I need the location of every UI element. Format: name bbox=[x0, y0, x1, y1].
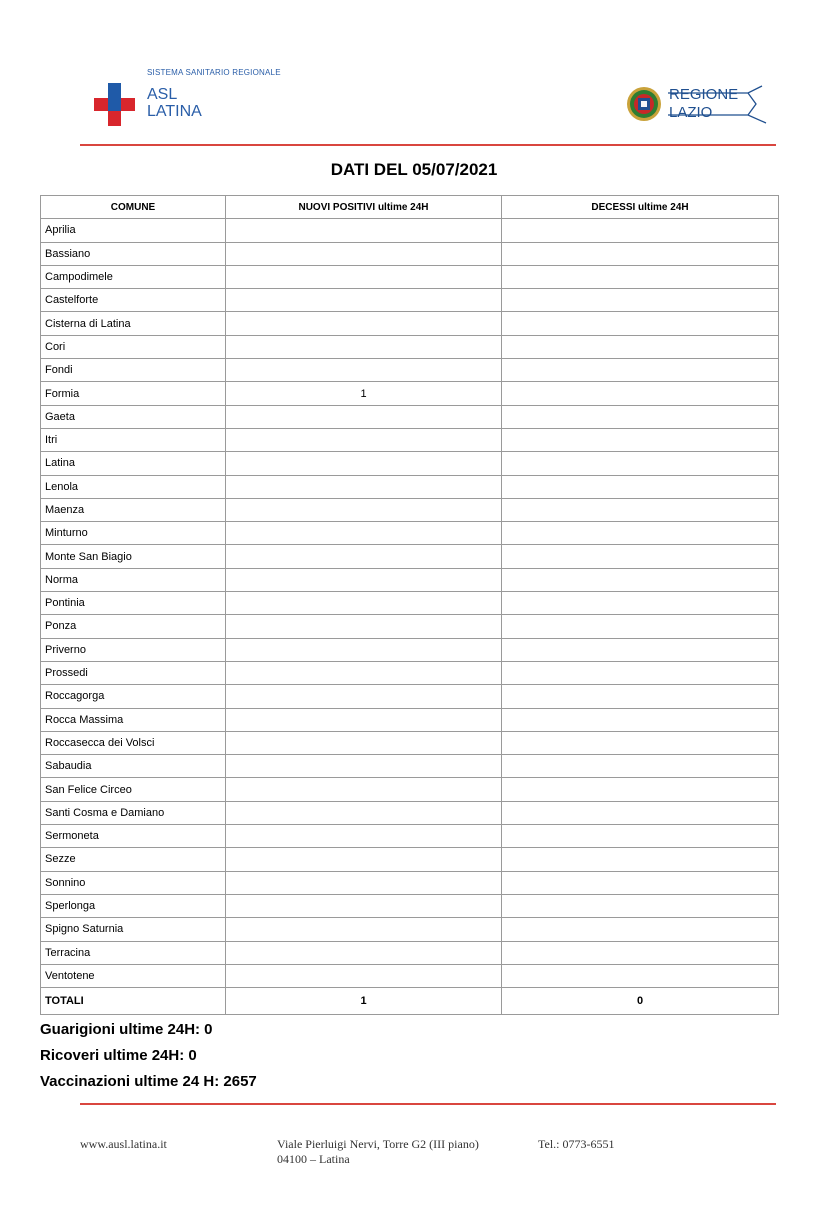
table-row bbox=[41, 964, 779, 987]
table-row bbox=[41, 848, 779, 871]
table-row bbox=[41, 918, 779, 941]
column-header-decessi: DECESSI ultime 24H bbox=[502, 196, 779, 219]
cell-decessi bbox=[502, 941, 779, 964]
totals-row bbox=[41, 988, 779, 1015]
cell-nuovi-positivi bbox=[226, 894, 502, 917]
cell-comune: Roccagorga bbox=[41, 685, 226, 708]
cell-decessi bbox=[502, 265, 779, 288]
cell-nuovi-positivi bbox=[226, 801, 502, 824]
table-row bbox=[41, 265, 779, 288]
table-row bbox=[41, 941, 779, 964]
table-header-row bbox=[41, 196, 779, 219]
cell-nuovi-positivi bbox=[226, 848, 502, 871]
cell-decessi bbox=[502, 708, 779, 731]
table-row bbox=[41, 522, 779, 545]
column-header-nuovi-positivi: NUOVI POSITIVI ultime 24H bbox=[226, 196, 502, 219]
cell-nuovi-positivi bbox=[226, 265, 502, 288]
cell-nuovi-positivi bbox=[226, 708, 502, 731]
cell-decessi bbox=[502, 825, 779, 848]
cell-comune: Priverno bbox=[41, 638, 226, 661]
cell-nuovi-positivi bbox=[226, 428, 502, 451]
cell-decessi bbox=[502, 545, 779, 568]
footer-website: www.ausl.latina.it bbox=[80, 1137, 167, 1151]
cell-nuovi-positivi bbox=[226, 731, 502, 754]
cell-comune: Bassiano bbox=[41, 242, 226, 265]
table-row bbox=[41, 755, 779, 778]
table-row bbox=[41, 312, 779, 335]
cell-nuovi-positivi bbox=[226, 359, 502, 382]
cell-decessi bbox=[502, 615, 779, 638]
cell-comune: Rocca Massima bbox=[41, 708, 226, 731]
cell-nuovi-positivi bbox=[226, 638, 502, 661]
table-row bbox=[41, 475, 779, 498]
table-row bbox=[41, 894, 779, 917]
table-row bbox=[41, 731, 779, 754]
guarigioni-stat: Guarigioni ultime 24H: 0 bbox=[40, 1021, 213, 1038]
cell-decessi bbox=[502, 685, 779, 708]
cell-comune: Sabaudia bbox=[41, 755, 226, 778]
table-row bbox=[41, 382, 779, 405]
cell-decessi bbox=[502, 498, 779, 521]
table-row bbox=[41, 452, 779, 475]
cell-decessi bbox=[502, 359, 779, 382]
cell-comune: Norma bbox=[41, 568, 226, 591]
cell-comune: Sperlonga bbox=[41, 894, 226, 917]
cell-nuovi-positivi bbox=[226, 615, 502, 638]
cell-comune: Lenola bbox=[41, 475, 226, 498]
cell-decessi bbox=[502, 219, 779, 242]
cell-comune: Roccasecca dei Volsci bbox=[41, 731, 226, 754]
cell-comune: Minturno bbox=[41, 522, 226, 545]
cell-comune: San Felice Circeo bbox=[41, 778, 226, 801]
table-row bbox=[41, 871, 779, 894]
cell-decessi bbox=[502, 405, 779, 428]
cell-nuovi-positivi bbox=[226, 475, 502, 498]
table-row bbox=[41, 801, 779, 824]
cell-nuovi-positivi bbox=[226, 592, 502, 615]
table-row bbox=[41, 289, 779, 312]
cell-comune: Castelforte bbox=[41, 289, 226, 312]
cell-nuovi-positivi bbox=[226, 964, 502, 987]
vaccinazioni-stat: Vaccinazioni ultime 24 H: 2657 bbox=[40, 1073, 257, 1090]
cell-nuovi-positivi bbox=[226, 918, 502, 941]
table-row bbox=[41, 359, 779, 382]
cell-decessi bbox=[502, 661, 779, 684]
table-row bbox=[41, 778, 779, 801]
cell-comune: Sezze bbox=[41, 848, 226, 871]
table-row bbox=[41, 545, 779, 568]
cell-comune: Santi Cosma e Damiano bbox=[41, 801, 226, 824]
table-row bbox=[41, 335, 779, 358]
table-row bbox=[41, 219, 779, 242]
cell-nuovi-positivi bbox=[226, 941, 502, 964]
table-row bbox=[41, 685, 779, 708]
table-row bbox=[41, 615, 779, 638]
footer-address-line1: Viale Pierluigi Nervi, Torre G2 (III piano) bbox=[277, 1137, 479, 1151]
cell-nuovi-positivi bbox=[226, 219, 502, 242]
cell-comune: Formia bbox=[41, 382, 226, 405]
table-row bbox=[41, 498, 779, 521]
regione-line1: REGIONE bbox=[669, 86, 739, 103]
totals-nuovi-positivi: 1 bbox=[226, 988, 502, 1015]
totals-label: TOTALI bbox=[41, 988, 226, 1015]
cell-nuovi-positivi bbox=[226, 335, 502, 358]
cell-nuovi-positivi bbox=[226, 545, 502, 568]
cell-decessi bbox=[502, 894, 779, 917]
cell-decessi bbox=[502, 848, 779, 871]
cell-comune: Itri bbox=[41, 428, 226, 451]
cell-comune: Latina bbox=[41, 452, 226, 475]
cell-decessi bbox=[502, 801, 779, 824]
cell-nuovi-positivi bbox=[226, 685, 502, 708]
cell-nuovi-positivi bbox=[226, 242, 502, 265]
cell-comune: Maenza bbox=[41, 498, 226, 521]
cell-comune: Aprilia bbox=[41, 219, 226, 242]
cell-decessi bbox=[502, 778, 779, 801]
cell-decessi bbox=[502, 568, 779, 591]
cell-decessi bbox=[502, 475, 779, 498]
cell-comune: Terracina bbox=[41, 941, 226, 964]
cell-nuovi-positivi bbox=[226, 312, 502, 335]
cell-decessi bbox=[502, 731, 779, 754]
asl-line2: LATINA bbox=[147, 103, 202, 120]
cell-decessi bbox=[502, 755, 779, 778]
table-row bbox=[41, 661, 779, 684]
cell-comune: Sermoneta bbox=[41, 825, 226, 848]
cell-nuovi-positivi bbox=[226, 568, 502, 591]
cell-comune: Cisterna di Latina bbox=[41, 312, 226, 335]
cell-decessi bbox=[502, 964, 779, 987]
table-row bbox=[41, 405, 779, 428]
cell-decessi bbox=[502, 638, 779, 661]
cell-decessi bbox=[502, 289, 779, 312]
cell-nuovi-positivi: 1 bbox=[226, 382, 502, 405]
cell-decessi bbox=[502, 242, 779, 265]
cell-nuovi-positivi bbox=[226, 452, 502, 475]
cell-decessi bbox=[502, 335, 779, 358]
cell-nuovi-positivi bbox=[226, 778, 502, 801]
header-divider bbox=[80, 144, 776, 146]
table-row bbox=[41, 592, 779, 615]
cell-nuovi-positivi bbox=[226, 498, 502, 521]
cell-nuovi-positivi bbox=[226, 755, 502, 778]
cell-nuovi-positivi bbox=[226, 825, 502, 848]
cell-nuovi-positivi bbox=[226, 522, 502, 545]
cell-decessi bbox=[502, 871, 779, 894]
cell-decessi bbox=[502, 592, 779, 615]
totals-decessi: 0 bbox=[502, 988, 779, 1015]
cell-comune: Campodimele bbox=[41, 265, 226, 288]
table-row bbox=[41, 242, 779, 265]
cell-decessi bbox=[502, 382, 779, 405]
ricoveri-stat: Ricoveri ultime 24H: 0 bbox=[40, 1047, 197, 1064]
asl-cross-logo bbox=[94, 83, 135, 126]
footer-phone: Tel.: 0773-6551 bbox=[538, 1137, 615, 1151]
data-table bbox=[40, 195, 779, 1015]
regione-line2: LAZIO bbox=[669, 104, 713, 121]
column-header-comune: COMUNE bbox=[41, 196, 226, 219]
cell-decessi bbox=[502, 428, 779, 451]
summary-stats bbox=[40, 1017, 257, 1095]
table-row bbox=[41, 638, 779, 661]
cell-comune: Spigno Saturnia bbox=[41, 918, 226, 941]
cell-decessi bbox=[502, 452, 779, 475]
cell-comune: Monte San Biagio bbox=[41, 545, 226, 568]
table-row bbox=[41, 825, 779, 848]
cell-comune: Cori bbox=[41, 335, 226, 358]
asl-logo-text bbox=[147, 86, 202, 120]
page-title: DATI DEL 05/07/2021 bbox=[330, 160, 498, 179]
table-row bbox=[41, 568, 779, 591]
cell-nuovi-positivi bbox=[226, 871, 502, 894]
cell-comune: Sonnino bbox=[41, 871, 226, 894]
table-row bbox=[41, 708, 779, 731]
footer-address-line2: 04100 – Latina bbox=[277, 1152, 350, 1166]
regione-lazio-text bbox=[669, 86, 738, 122]
cell-comune: Pontinia bbox=[41, 592, 226, 615]
cell-comune: Fondi bbox=[41, 359, 226, 382]
cell-decessi bbox=[502, 918, 779, 941]
cell-nuovi-positivi bbox=[226, 289, 502, 312]
cell-comune: Ventotene bbox=[41, 964, 226, 987]
cell-comune: Ponza bbox=[41, 615, 226, 638]
cell-comune: Gaeta bbox=[41, 405, 226, 428]
system-label: SISTEMA SANITARIO REGIONALE bbox=[147, 68, 281, 77]
cell-nuovi-positivi bbox=[226, 405, 502, 428]
table-row bbox=[41, 428, 779, 451]
asl-line1: ASL bbox=[147, 86, 178, 103]
footer-divider bbox=[80, 1103, 776, 1105]
cell-comune: Prossedi bbox=[41, 661, 226, 684]
cell-decessi bbox=[502, 312, 779, 335]
footer-address bbox=[277, 1137, 479, 1167]
cell-decessi bbox=[502, 522, 779, 545]
cell-nuovi-positivi bbox=[226, 661, 502, 684]
